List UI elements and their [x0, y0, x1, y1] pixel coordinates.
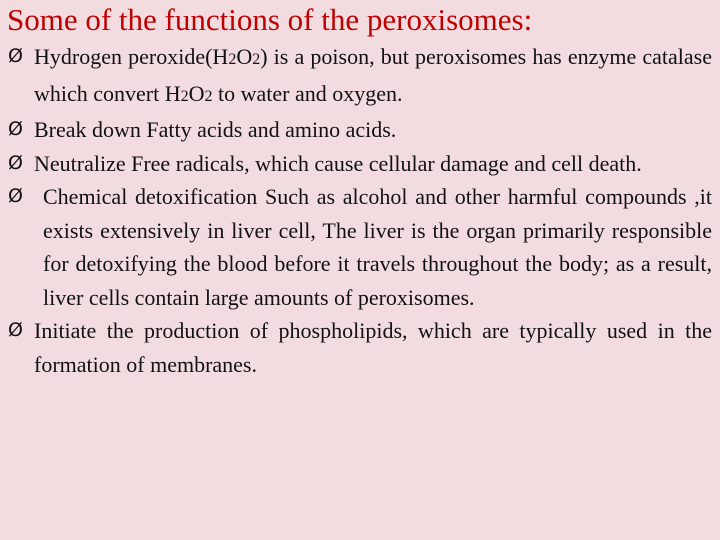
slide-title: Some of the functions of the peroxisomes:	[7, 2, 533, 37]
arrow-bullet-icon: Ø	[8, 319, 23, 341]
bullet-detoxification	[8, 180, 712, 314]
bullet-list	[8, 40, 712, 381]
bullet-hydrogen-peroxide	[8, 40, 712, 113]
bullet-free-radicals	[8, 147, 712, 181]
bullet-text: Initiate the production of phospholipids, which are typically used in the formation of membranes.	[34, 318, 712, 377]
arrow-bullet-icon: Ø	[8, 185, 23, 207]
bullet-text: Hydrogen peroxide(H2O2) is a poison, but peroxisomes has enzyme catalase which convert H2O2 to water and oxygen.	[34, 44, 712, 106]
bullet-fatty-acids	[8, 113, 712, 147]
bullet-phospholipids	[8, 314, 712, 381]
bullet-text: Break down Fatty acids and amino acids.	[34, 117, 397, 142]
arrow-bullet-icon: Ø	[8, 118, 23, 140]
bullet-text: Neutralize Free radicals, which cause cellular damage and cell death.	[34, 150, 642, 176]
arrow-bullet-icon: Ø	[8, 45, 23, 67]
arrow-bullet-icon: Ø	[8, 151, 23, 174]
bullet-text: Chemical detoxification Such as alcohol and other harmful compounds ,it exists extensively in liver cell, The liver is the organ primarily responsible for detoxifying the blood before it travels throughout the body; as a result, liver cells contain large amounts of peroxisomes.	[43, 184, 712, 310]
